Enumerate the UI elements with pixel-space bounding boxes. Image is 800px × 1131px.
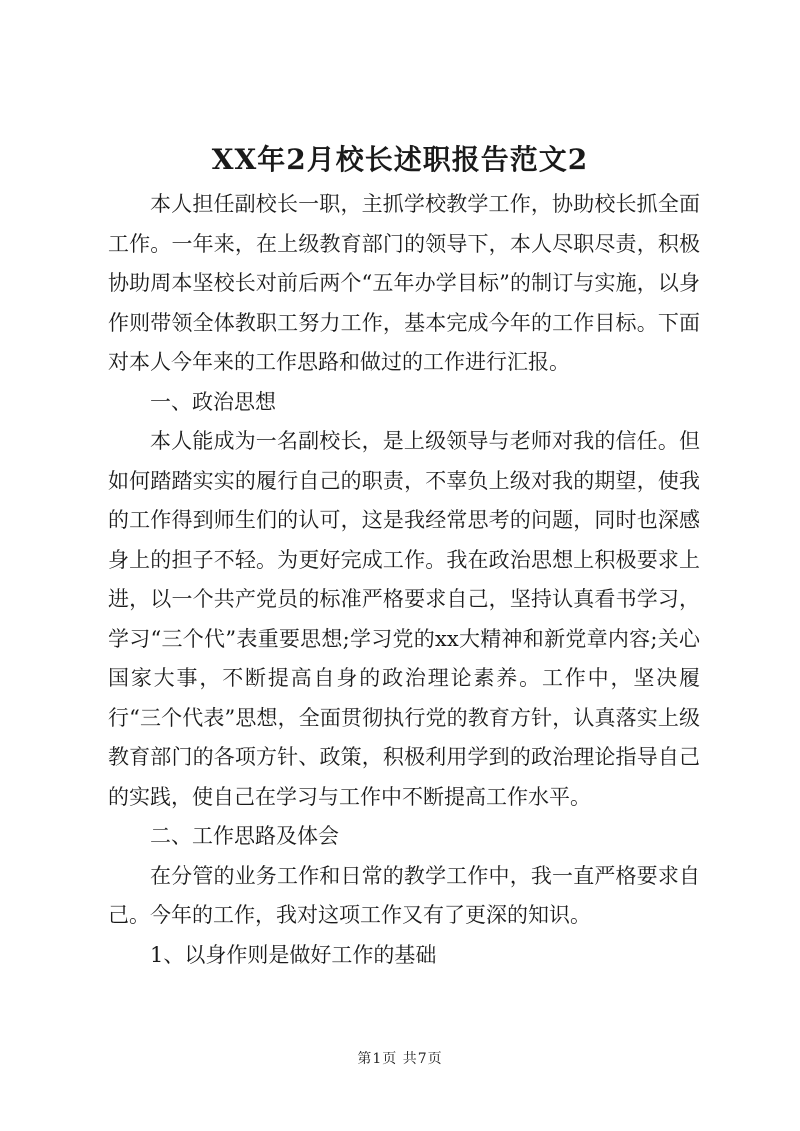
section-heading-work-ideas: 二、工作思路及体会	[150, 824, 339, 848]
document-body	[108, 185, 700, 975]
page-title: XX年2月校长述职报告范文2	[211, 143, 589, 176]
work-ideas-paragraph: 在分管的业务工作和日常的教学工作中，我一直严格要求自己。今年的工作，我对这项工作又有了更深的知识。	[108, 863, 700, 927]
page-footer: 第1页 共7页	[357, 1051, 443, 1067]
politics-paragraph: 本人能成为一名副校长，是上级领导与老师对我的信任。但如何踏踏实实的履行自己的职责，不辜负上级对我的期望，使我的工作得到师生们的认可，这是我经常思考的问题，同时也深感身上的担子不轻。为更好完成工作。我在政治思想上积极要求上进，以一个共产党员的标准严格要求自己，坚持认真看书学习，学习“三个代”表重要思想;学习党的xx大精神和新党章内容;关心国家大事，不断提高自身的政治理论素养。工作中，坚决履行“三个代表”思想，全面贯彻执行党的教育方针，认真落实上级教育部门的各项方针、政策，积极利用学到的政治理论指导自己的实践，使自己在学习与工作中不断提高工作水平。	[108, 429, 700, 809]
section-heading-politics: 一、政治思想	[150, 389, 276, 414]
intro-paragraph: 本人担任副校长一职，主抓学校教学工作，协助校长抓全面工作。一年来，在上级教育部门的领导下，本人尽职尽责，积极协助周本坚校长对前后两个“五年办学目标”的制订与实施，以身作则带领全体教职工努力工作，基本完成今年的工作目标。下面对本人今年来的工作思路和做过的工作进行汇报。	[108, 192, 700, 374]
subsection-heading-1: 1、以身作则是做好工作的基础	[150, 942, 437, 967]
